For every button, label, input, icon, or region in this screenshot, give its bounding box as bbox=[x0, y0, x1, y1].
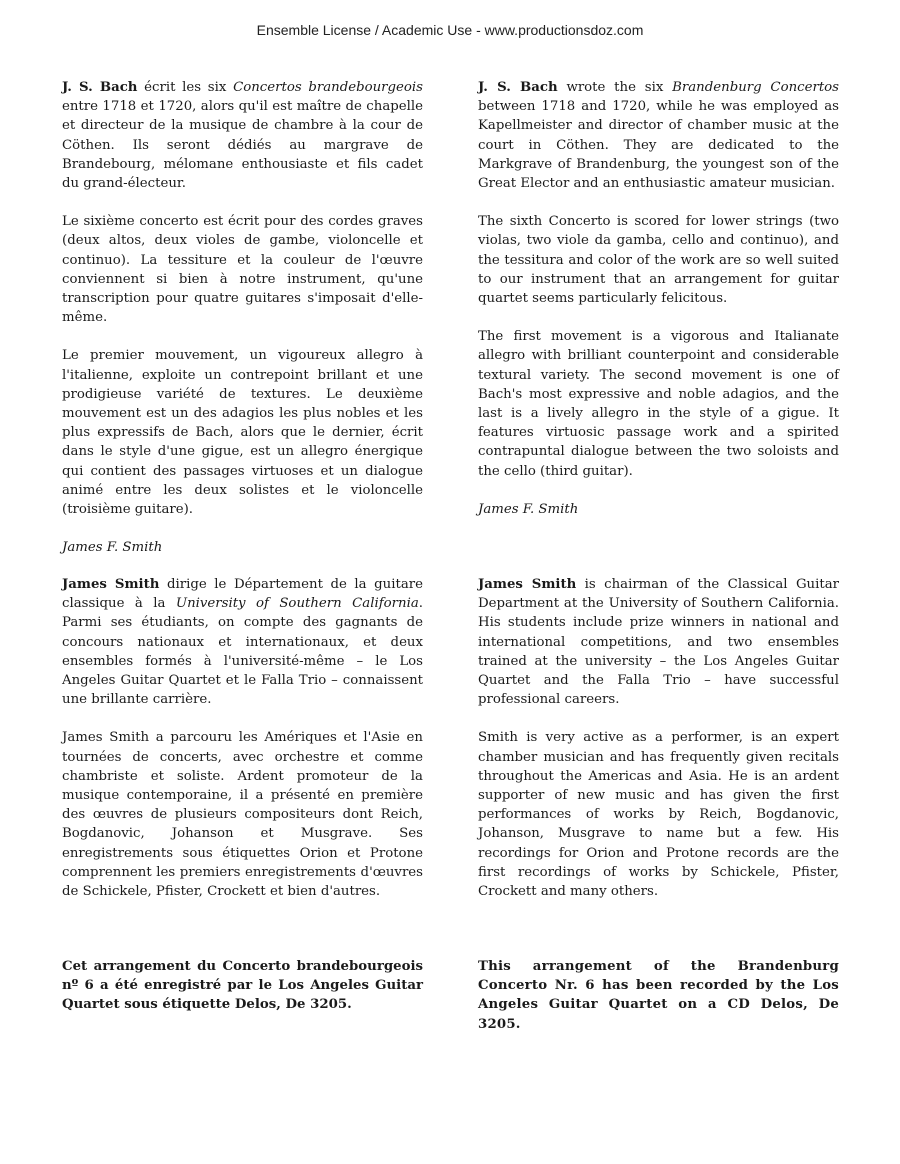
english-intro-paragraph-3: The first movement is a vigorous and Italianate allegro with brilliant counterpoint and considerable textural variety. The second movement is one of Bach's most expressive and noble adagios, and the last is a lively allegro in the style of a gigue. It features virtuosic passage work and a spirited contrapuntal dialogue between the two soloists and the cello (third guitar). bbox=[478, 329, 839, 479]
french-recording-note: Cet arrangement du Concerto brandebourgeois nº 6 a été enregistré par le Los Angeles Guitar Quartet sous étiquette Delos, De 3205. bbox=[62, 959, 423, 1013]
english-bio-paragraph-1: James Smith is chairman of the Classical Guitar Department at the University of Southern California. His students include prize winners in national and international competitions, and two ensembles trained at the university – the Los Angeles Guitar Quartet and the Falla Trio – have successful professional careers. bbox=[478, 577, 840, 708]
english-recording-note: This arrangement of the Brandenburg Concerto Nr. 6 has been recorded by the Los Angeles Guitar Quartet on a CD Delos, De 3205. bbox=[478, 959, 839, 1032]
french-intro-section bbox=[62, 78, 423, 576]
english-intro-section bbox=[478, 78, 839, 538]
french-intro-paragraph-3: Le premier mouvement, un vigoureux allegro à l'italienne, exploite un contrepoint brillant et une prodigieuse variété de textures. Le deuxième mouvement est un des adagios les plus nobles et les plus expressifs de Bach, alors que le dernier, écrit dans le style d'une gigue, est un allegro énergique qui contient des passages virtuoses et un dialogue animé entre les deux solistes et le violoncelle (troisième guitare). bbox=[62, 348, 423, 518]
french-bio-section bbox=[62, 575, 423, 920]
french-intro-paragraph-2: Le sixième concerto est écrit pour des cordes graves (deux altos, deux violes de gambe, violoncelle et continuo). La tessiture et la couleur de l'œuvre conviennent si bien à notre instrument, qu'une transcription pour quatre guitares s'imposait d'elle-même. bbox=[62, 214, 423, 326]
license-header: Ensemble License / Academic Use - www.productionsdoz.com bbox=[256, 22, 644, 38]
english-signature: James F. Smith bbox=[478, 501, 579, 517]
work-title: Concertos brandebourgeois bbox=[233, 80, 423, 95]
english-closing-section bbox=[478, 957, 839, 1053]
french-intro-paragraph-1: J. S. Bach écrit les six Concertos brandebourgeois entre 1718 et 1720, alors qu'il est maître de chapelle et directeur de la musique de chambre à la cour de Cöthen. Ils seront dédiés au margrave de Brandebourg, mélomane enthousiaste et fils cadet du grand-électeur. bbox=[62, 80, 423, 192]
french-bio-paragraph-1: James Smith dirige le Département de la guitare classique à la University of Southern California. Parmi ses étudiants, on compte des gagnants de concours nationaux et internationaux, et deux ensembles formés à l'université-même – le Los Angeles Guitar Quartet et le Falla Trio – connaissent une brillante carrière. bbox=[62, 577, 423, 708]
composer-name: J. S. Bach bbox=[478, 80, 558, 95]
composer-name: J. S. Bach bbox=[62, 80, 138, 95]
author-name: James Smith bbox=[62, 577, 160, 592]
french-signature: James F. Smith bbox=[62, 540, 163, 556]
english-bio-paragraph-2: Smith is very active as a performer, is an expert chamber musician and has frequently given recitals throughout the Americas and Asia. He is an ardent supporter of new music and has given the first performances of works by Reich, Bogdanovic, Johanson, Musgrave to name but a few. His recordings for Orion and Protone records are the first recordings of works by Schickele, Pfister, Crockett and many others. bbox=[478, 730, 839, 900]
french-bio-paragraph-2: James Smith a parcouru les Amériques et l'Asie en tournées de concerts, avec orchestre et comme chambriste et soliste. Ardent promoteur de la musique contemporaine, il a présenté en première des œuvres de plusieurs compositeurs dont Reich, Bogdanovic, Johanson et Musgrave. Ses enregistrements sous étiquettes Orion et Protone comprennent les premiers enregistrements d'œuvres de Schickele, Pfister, Crockett et bien d'autres. bbox=[62, 730, 423, 900]
french-closing-section bbox=[62, 957, 423, 1034]
author-name: James Smith bbox=[478, 577, 577, 592]
english-intro-paragraph-1: J. S. Bach wrote the six Brandenburg Concertos between 1718 and 1720, while he was employed as Kapellmeister and director of chamber music at the court in Cöthen. They are dedicated to the Markgrave of Brandenburg, the youngest son of the Great Elector and an enthusiastic amateur musician. bbox=[478, 80, 840, 192]
english-intro-paragraph-2: The sixth Concerto is scored for lower strings (two violas, two viole da gamba, cello and continuo), and the tessitura and color of the work are so well suited to our instrument that an arrangement for guitar quartet seems particularly felicitous. bbox=[478, 214, 839, 307]
university-name: University of Southern California bbox=[175, 596, 419, 612]
english-bio-section bbox=[478, 575, 839, 920]
work-title: Brandenburg Concertos bbox=[672, 80, 840, 95]
